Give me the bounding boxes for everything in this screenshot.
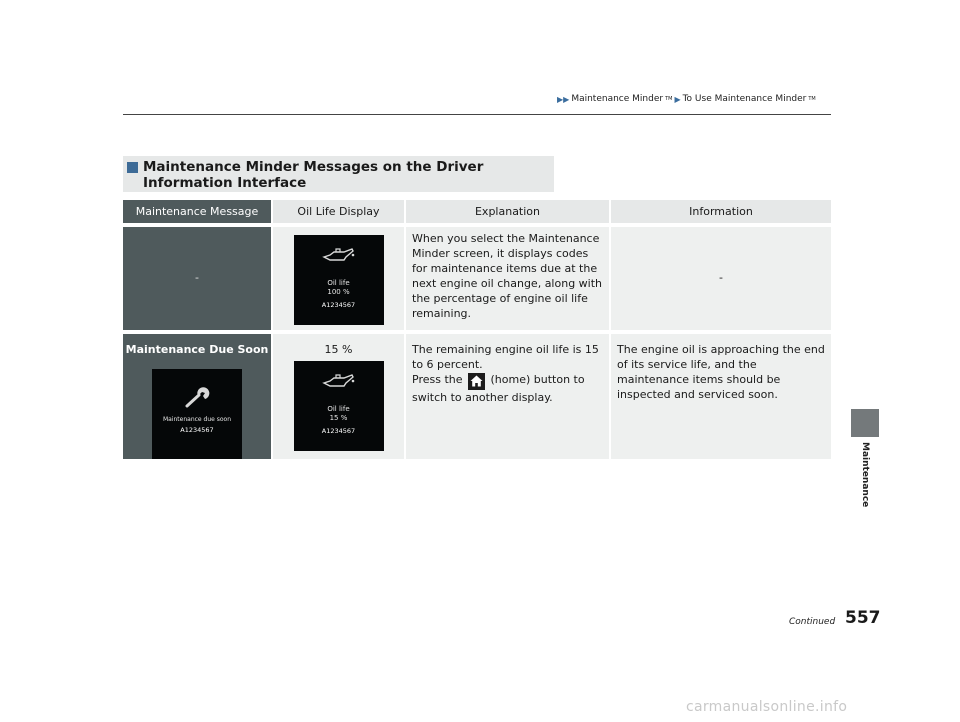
- screen-code: A1234567: [321, 301, 356, 309]
- section-title: Maintenance Minder Messages on the Driver Information Interface: [143, 159, 484, 191]
- maintenance-due-label: Maintenance due soon: [162, 416, 232, 423]
- header-information: Information: [689, 205, 753, 218]
- oil-can-icon: [294, 373, 384, 389]
- message-value: -: [195, 271, 199, 284]
- oil-can-icon: [294, 247, 384, 263]
- oil-life-cell: [273, 227, 406, 330]
- breadcrumb: [557, 94, 816, 104]
- breadcrumb-part1: Maintenance Minder: [571, 94, 664, 104]
- breadcrumb-arrow-icon: ▶: [674, 94, 681, 104]
- trademark: TM: [808, 96, 816, 102]
- home-icon: [468, 373, 485, 390]
- table-row: [123, 227, 831, 330]
- oil-life-screen: [294, 235, 384, 325]
- message-title: Maintenance Due Soon: [125, 343, 269, 356]
- information-value: -: [719, 271, 723, 284]
- table-header: [123, 200, 831, 223]
- section-header: [123, 156, 554, 192]
- explanation-cell: [406, 334, 611, 459]
- watermark: carmanualsonline.info: [686, 699, 848, 715]
- continued-label: Continued: [789, 617, 836, 627]
- explanation-switch: (home) button to switch to another display.: [412, 373, 585, 404]
- header-maintenance-message: Maintenance Message: [123, 200, 273, 223]
- header-oil-life-display: Oil Life Display: [273, 200, 406, 223]
- trademark: TM: [665, 96, 673, 102]
- explanation-cell: When you select the Maintenance Minder screen, it displays codes for maintenance items due at the next engine oil change, along with the percentage of engine oil life remaining.: [406, 227, 611, 330]
- oil-life-percent: 100 %: [327, 288, 350, 296]
- oil-life-screen: [294, 361, 384, 451]
- header-explanation: Explanation: [406, 200, 611, 223]
- maintenance-due-screen: [152, 369, 242, 459]
- information-cell: [611, 227, 831, 330]
- header-rule: [123, 114, 831, 115]
- information-cell: The engine oil is approaching the end of its service life, and the maintenance items should be inspected and serviced soon.: [617, 343, 825, 401]
- screen-code: A1234567: [321, 427, 356, 435]
- page-number: 557: [845, 608, 881, 628]
- section-tab: [851, 409, 879, 437]
- wrench-icon: [152, 387, 242, 409]
- oil-life-value: 15 %: [324, 343, 353, 356]
- oil-life-percent: 15 %: [329, 414, 348, 422]
- breadcrumb-arrow-icon: ▶▶: [557, 94, 570, 104]
- side-section-label: Maintenance: [860, 442, 870, 508]
- maintenance-table: [123, 200, 831, 459]
- section-square-icon: [127, 162, 138, 173]
- explanation-text: The remaining engine oil life is 15 to 6 percent.: [412, 343, 599, 371]
- screen-code: A1234567: [180, 426, 214, 434]
- oil-life-cell: [273, 334, 406, 459]
- message-cell: [123, 227, 273, 330]
- table-row: [123, 334, 831, 459]
- oil-life-label: Oil life: [327, 279, 350, 287]
- breadcrumb-part2: To Use Maintenance Minder: [682, 94, 807, 104]
- explanation-press: Press the: [412, 373, 463, 386]
- message-cell: [123, 334, 273, 459]
- oil-life-label: Oil life: [327, 405, 350, 413]
